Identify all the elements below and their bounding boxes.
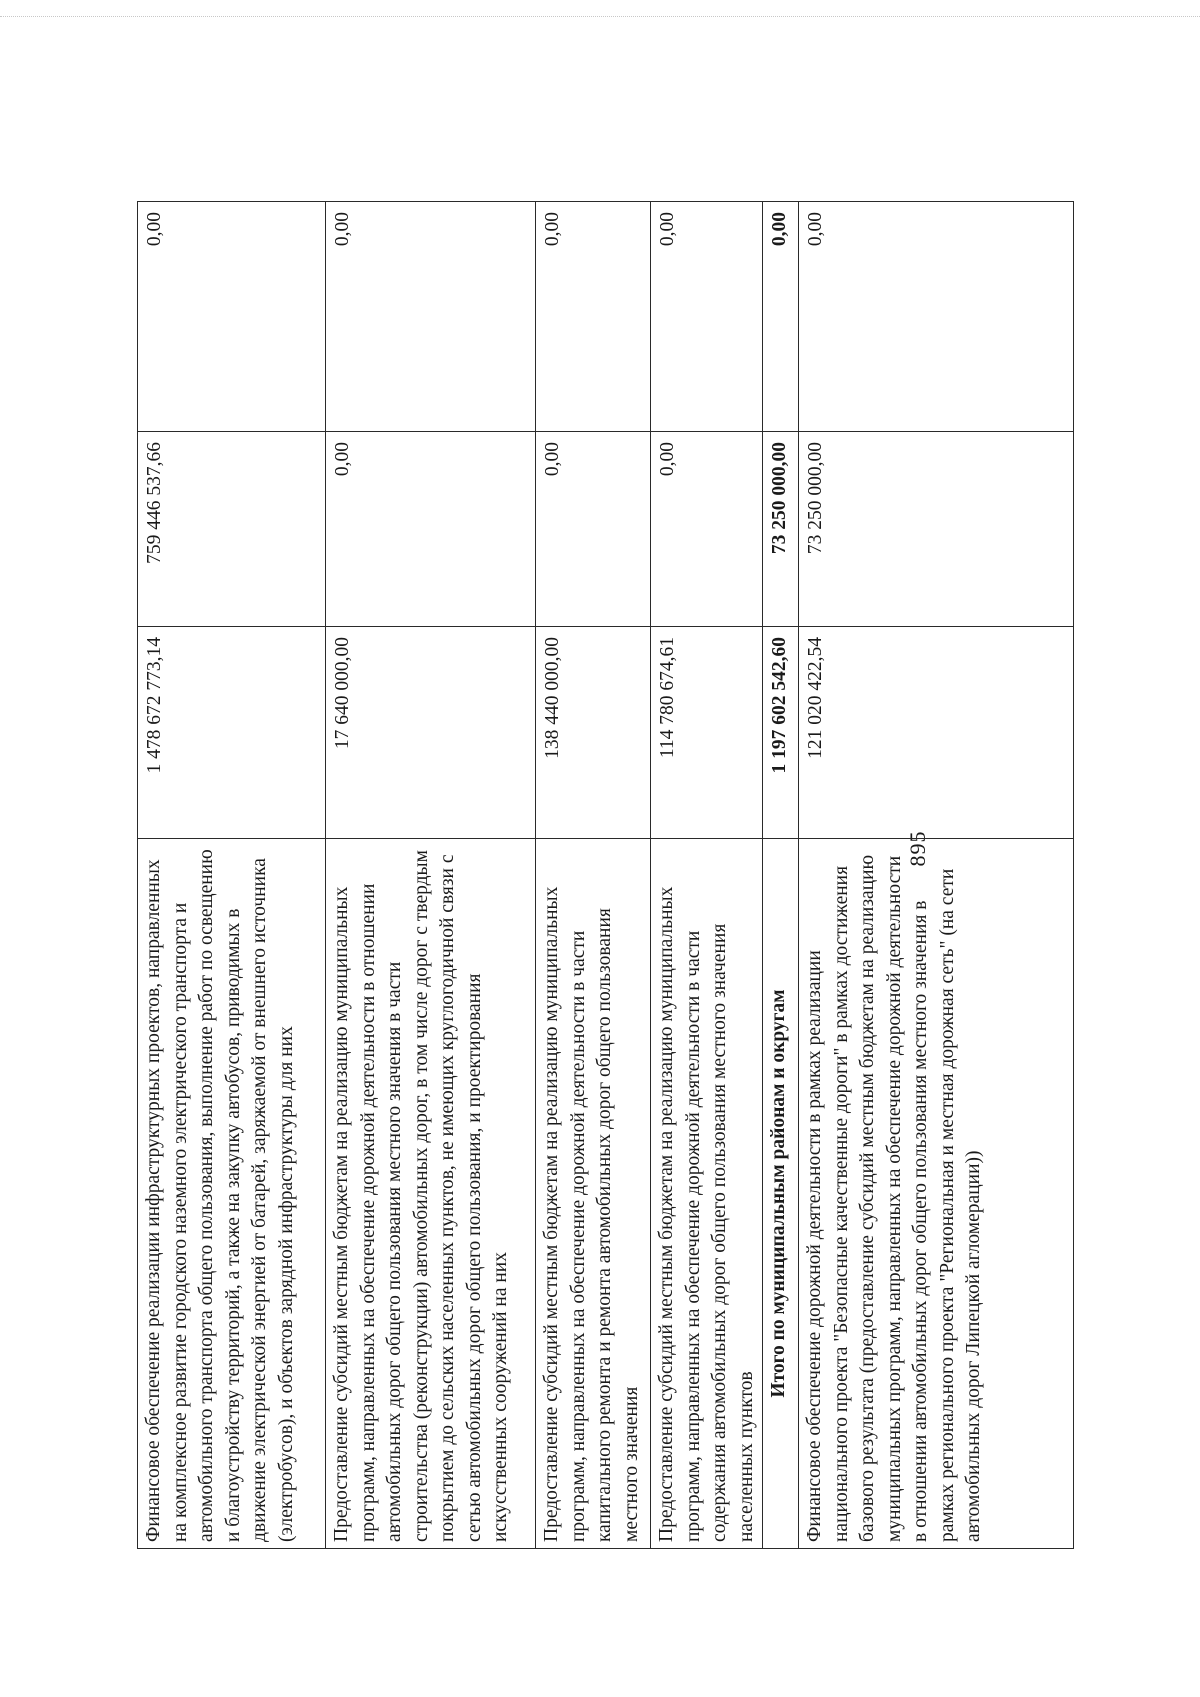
row-amount-1: 17 640 000,00 [326,627,536,839]
table-row [799,202,1074,1549]
row-amount-2: 73 250 000,00 [799,432,1074,627]
row-amount-3: 0,00 [536,202,651,432]
row-amount-2: 0,00 [326,432,536,627]
row-description: Финансовое обеспечение дорожной деятельности в рамках реализации национального проекта "Безопасные качественные дороги" в рамках достижения базового результата (предоставление субсидий местным бюджетам на реализацию муниципальных программ, направленных на обеспечение дорожной деятельности в отношении автомобильных дорог общего пользования местного значения в рамках регионального проекта "Региональная и местная дорожная сеть" (на сети автомобильных дорог Липецкой агломерации)) [799,839,1074,1549]
page-number: 895 [905,830,930,867]
table-row [326,202,536,1549]
row-description: Предоставление субсидий местным бюджетам на реализацию муниципальных программ, направленных на обеспечение дорожной деятельности в части содержания автомобильных дорог общего пользования местного значения населенных пунктов [651,839,763,1549]
table-row [536,202,651,1549]
total-amount-1: 1 197 602 542,60 [763,627,799,839]
row-description: Финансовое обеспечение реализации инфраструктурных проектов, направленных на комплексное развитие городского наземного электрического транспорта и автомобильного транспорта общего пользования, выполнение работ по освещению и благоустройству территорий, а также на закупку автобусов, приводимых в движение электрической энергией от батарей, заряжаемой от внешнего источника (электробусов), и объектов зарядной инфраструктуры для них [138,839,326,1549]
total-amount-3: 0,00 [763,202,799,432]
row-amount-1: 114 780 674,61 [651,627,763,839]
table-row [138,202,326,1549]
row-amount-1: 138 440 000,00 [536,627,651,839]
row-amount-3: 0,00 [326,202,536,432]
total-description: Итого по муниципальным районам и округам [763,839,799,1549]
row-amount-1: 121 020 422,54 [799,627,1074,839]
row-amount-2: 759 446 537,66 [138,432,326,627]
budget-table [137,201,1074,1549]
total-amount-2: 73 250 000,00 [763,432,799,627]
table-row [651,202,763,1549]
row-description: Предоставление субсидий местным бюджетам на реализацию муниципальных программ, направленных на обеспечение дорожной деятельности в части капитального ремонта и ремонта автомобильных дорог общего пользования местного значения [536,839,651,1549]
row-description: Предоставление субсидий местным бюджетам на реализацию муниципальных программ, направленных на обеспечение дорожной деятельности в отношении автомобильных дорог общего пользования местного значения в части строительства (реконструкции) автомобильных дорог, в том числе дорог с твердым покрытием до сельских населенных пунктов, не имеющих круглогодичной связи с сетью автомобильных дорог общего пользования, и проектирования искусственных сооружений на них [326,839,536,1549]
row-amount-2: 0,00 [536,432,651,627]
row-amount-3: 0,00 [799,202,1074,432]
row-amount-2: 0,00 [651,432,763,627]
row-amount-1: 1 478 672 773,14 [138,627,326,839]
table-total-row [763,202,799,1549]
row-amount-3: 0,00 [651,202,763,432]
row-amount-3: 0,00 [138,202,326,432]
